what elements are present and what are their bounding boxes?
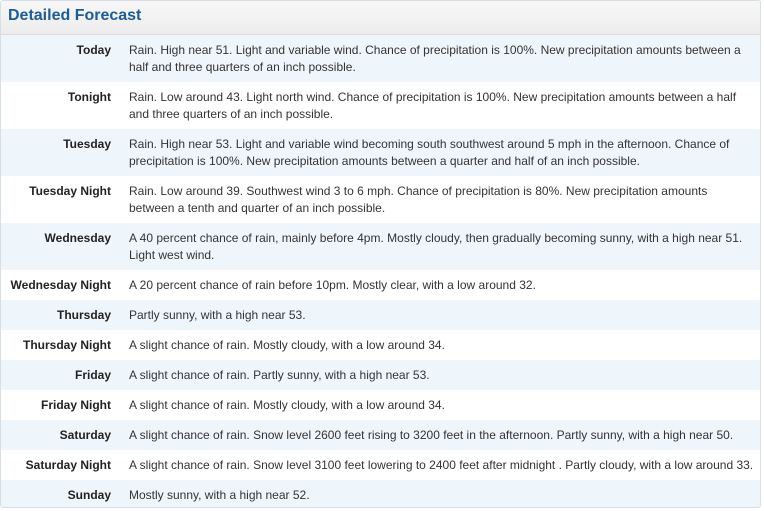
panel-header (1, 1, 760, 35)
forecast-row-friday-night (1, 390, 760, 420)
forecast-period-label: Sunday (67, 488, 111, 502)
forecast-row-friday (1, 360, 760, 390)
forecast-row-tuesday-night (1, 176, 760, 223)
forecast-row-saturday-night (1, 450, 760, 480)
forecast-list (1, 35, 760, 508)
forecast-row-saturday (1, 420, 760, 450)
forecast-description: A slight chance of rain. Snow level 3100 feet lowering to 2400 feet after midnight . Partly cloudy, with a low around 33. (129, 458, 754, 472)
forecast-period-label: Wednesday (44, 231, 111, 245)
forecast-row-wednesday (1, 223, 760, 270)
forecast-period-label: Saturday (59, 428, 111, 442)
forecast-description: Rain. High near 51. Light and variable wind. Chance of precipitation is 100%. New precipitation amounts between a half and three quarters of an inch possible. (129, 43, 741, 74)
forecast-description: A 40 percent chance of rain, mainly before 4pm. Mostly cloudy, then gradually becoming sunny, with a high near 51. Light west wind. (129, 231, 743, 262)
forecast-description: Mostly sunny, with a high near 52. (129, 488, 310, 502)
forecast-period-label: Friday Night (40, 398, 111, 412)
forecast-row-today (1, 35, 760, 82)
panel-title: Detailed Forecast (8, 7, 142, 24)
forecast-description: A 20 percent chance of rain before 10pm. Mostly clear, with a low around 32. (129, 278, 536, 292)
forecast-description: A slight chance of rain. Partly sunny, with a high near 53. (129, 368, 430, 382)
forecast-row-thursday (1, 300, 760, 330)
forecast-period-label: Thursday (56, 308, 111, 322)
forecast-period-label: Tuesday (63, 137, 111, 151)
forecast-row-tonight (1, 82, 760, 129)
forecast-description: A slight chance of rain. Mostly cloudy, with a low around 34. (129, 398, 445, 412)
forecast-period-label: Thursday Night (22, 338, 111, 352)
forecast-period-label: Saturday Night (25, 458, 111, 472)
forecast-description: A slight chance of rain. Snow level 2600 feet rising to 3200 feet in the afternoon. Partly sunny, with a high near 50. (129, 428, 734, 442)
forecast-description: Rain. High near 53. Light and variable wind becoming south southwest around 5 mph in the afternoon. Chance of precipitation is 100%. New precipitation amounts between a quarter and half of an inch possible. (129, 137, 730, 168)
forecast-row-tuesday (1, 129, 760, 176)
forecast-period-label: Friday (74, 368, 111, 382)
forecast-description: Rain. Low around 43. Light north wind. Chance of precipitation is 100%. New precipitation amounts between a half and three quarters of an inch possible. (129, 90, 737, 121)
forecast-period-label: Tonight (67, 90, 111, 104)
forecast-row-thursday-night (1, 330, 760, 360)
forecast-row-wednesday-night (1, 270, 760, 300)
forecast-row-sunday (1, 480, 760, 508)
forecast-description: A slight chance of rain. Mostly cloudy, with a low around 34. (129, 338, 445, 352)
forecast-period-label: Today (76, 43, 111, 57)
forecast-description: Rain. Low around 39. Southwest wind 3 to 6 mph. Chance of precipitation is 80%. New precipitation amounts between a tenth and quarter of an inch possible. (129, 184, 708, 215)
forecast-description: Partly sunny, with a high near 53. (129, 308, 306, 322)
forecast-period-label: Wednesday Night (10, 278, 111, 292)
forecast-period-label: Tuesday Night (29, 184, 111, 198)
